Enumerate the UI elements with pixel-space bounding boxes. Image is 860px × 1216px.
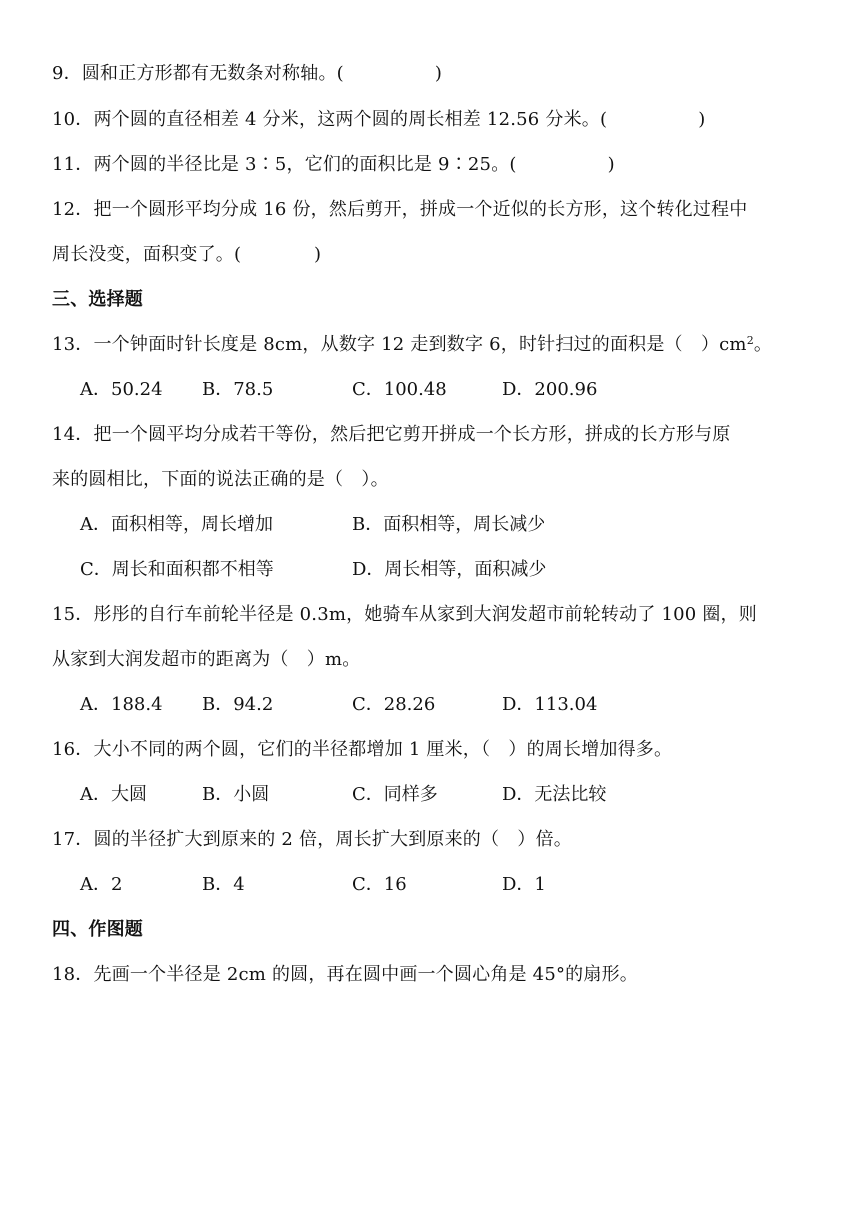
question-14-options-row1 <box>80 513 780 537</box>
option-c[interactable]: C．28.26 <box>352 694 436 715</box>
question-13-text: 13．一个钟面时针长度是 8cm，从数字 12 走到数字 6，时针扫过的面积是（ ）cm <box>52 334 747 355</box>
question-12: 12．把一个圆形平均分成 16 份，然后剪开，拼成一个近似的长方形，这个转化过程中 <box>52 199 748 220</box>
option-d[interactable]: D．周长相等，面积减少 <box>352 559 547 580</box>
option-c[interactable]: C．16 <box>352 874 407 895</box>
option-a[interactable]: A．大圆 <box>80 784 147 805</box>
question-10: 10．两个圆的直径相差 4 分米，这两个圆的周长相差 12.56 分米。( ) <box>52 109 706 130</box>
question-15-options <box>80 693 780 717</box>
question-11: 11．两个圆的半径比是 3∶5，它们的面积比是 9∶25。( ) <box>52 154 615 175</box>
section-heading-choice: 三、选择题 <box>52 289 143 310</box>
option-a[interactable]: A．面积相等，周长增加 <box>80 514 273 535</box>
option-b[interactable]: B．4 <box>202 874 245 895</box>
question-15: 15．彤彤的自行车前轮半径是 0.3m，她骑车从家到大润发超市前轮转动了 100 圈，则 <box>52 604 757 625</box>
option-d[interactable]: D．200.96 <box>502 379 598 400</box>
option-c[interactable]: C．同样多 <box>352 784 438 805</box>
question-14-options-row2 <box>80 558 780 582</box>
question-17-options <box>80 873 780 897</box>
question-13-tail: 。 <box>753 334 773 355</box>
question-13 <box>52 333 772 357</box>
question-15-continuation: 从家到大润发超市的距离为（ ）m。 <box>52 649 361 670</box>
question-14-continuation: 来的圆相比，下面的说法正确的是（ ）。 <box>52 469 389 490</box>
question-12-continuation: 周长没变，面积变了。( ) <box>52 244 322 265</box>
question-14: 14．把一个圆平均分成若干等份，然后把它剪开拼成一个长方形，拼成的长方形与原 <box>52 424 731 445</box>
superscript-2: 2 <box>746 334 754 347</box>
option-a[interactable]: A．2 <box>80 874 123 895</box>
option-b[interactable]: B．面积相等，周长减少 <box>352 514 546 535</box>
option-d[interactable]: D．无法比较 <box>502 784 607 805</box>
option-d[interactable]: D．1 <box>502 874 546 895</box>
option-c[interactable]: C．100.48 <box>352 379 447 400</box>
option-b[interactable]: B．小圆 <box>202 784 270 805</box>
question-16-options <box>80 783 780 807</box>
question-13-options <box>80 378 780 402</box>
option-a[interactable]: A．188.4 <box>80 694 163 715</box>
option-d[interactable]: D．113.04 <box>502 694 598 715</box>
question-17: 17．圆的半径扩大到原来的 2 倍，周长扩大到原来的（ ）倍。 <box>52 829 572 850</box>
question-16: 16．大小不同的两个圆，它们的半径都增加 1 厘米，（ ）的周长增加得多。 <box>52 739 673 760</box>
option-b[interactable]: B．94.2 <box>202 694 274 715</box>
option-c[interactable]: C．周长和面积都不相等 <box>80 559 274 580</box>
question-18: 18．先画一个半径是 2cm 的圆，再在圆中画一个圆心角是 45°的扇形。 <box>52 964 638 985</box>
section-heading-drawing: 四、作图题 <box>52 919 143 940</box>
option-b[interactable]: B．78.5 <box>202 379 274 400</box>
question-9: 9．圆和正方形都有无数条对称轴。( ) <box>52 63 443 84</box>
option-a[interactable]: A．50.24 <box>80 379 163 400</box>
